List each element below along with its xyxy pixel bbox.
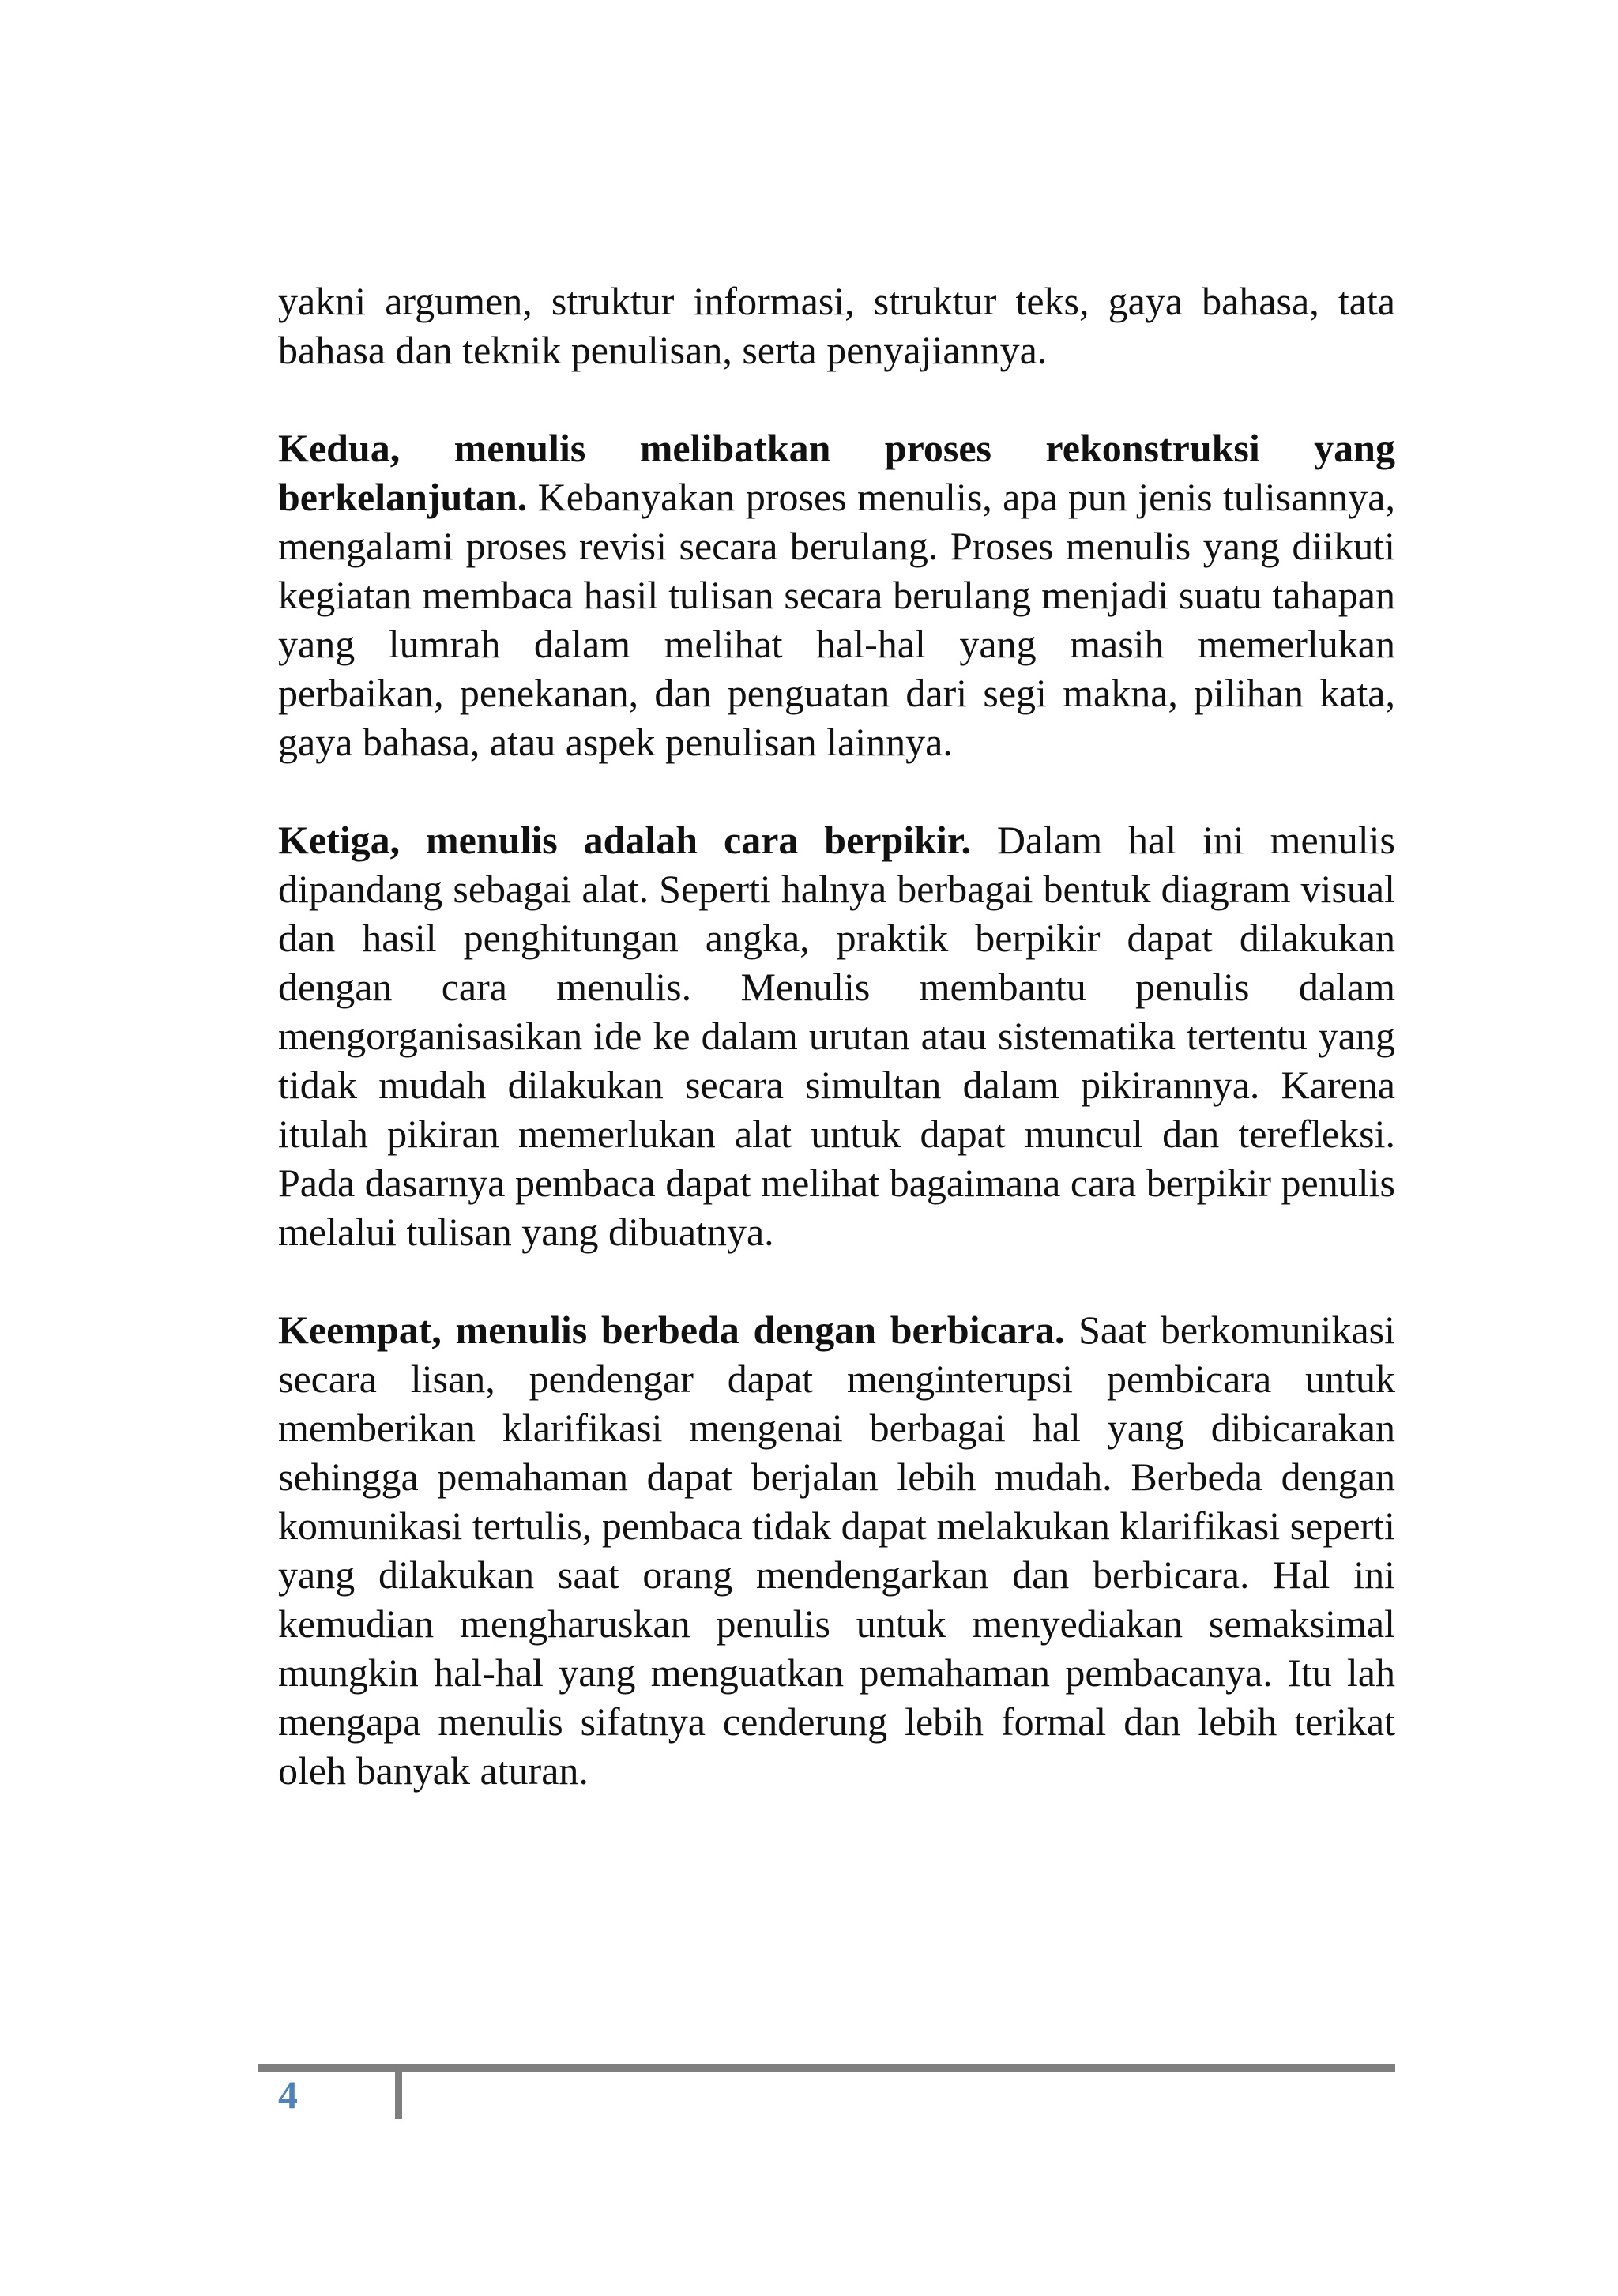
paragraph-kedua <box>278 423 1395 766</box>
paragraph-text: Kebanyakan proses menulis, apa pun jenis tulisannya, mengalami proses revisi secara berulang. Proses menulis yang diikuti kegiatan membaca hasil tulisan secara berulang menjadi suatu tahapan yang lumrah dalam melihat hal-hal yang masih memerlukan perbaikan, penekanan, dan penguatan dari segi makna, pilihan kata, gaya bahasa, atau aspek penulisan lainnya. <box>278 475 1395 764</box>
paragraph-keempat <box>278 1305 1395 1795</box>
paragraph-text: Dalam hal ini menulis dipandang sebagai alat. Seperti halnya berbagai bentuk diagram visual dan hasil penghitungan angka, praktik berpikir dapat dilakukan dengan cara menulis. Menulis membantu penulis dalam mengorganisasikan ide ke dalam urutan atau sistematika tertentu yang tidak mudah dilakukan secara simultan dalam pikirannya. Karena itulah pikiran memerlukan alat untuk dapat muncul dan terefleksi. Pada dasarnya pembaca dapat melihat bagaimana cara berpikir penulis melalui tulisan yang dibuatnya. <box>278 818 1395 1254</box>
paragraph-text: Saat berkomunikasi secara lisan, pendengar dapat menginterupsi pembicara untuk memberikan klarifikasi mengenai berbagai hal yang dibicarakan sehingga pemahaman dapat berjalan lebih mudah. Berbeda dengan komunikasi tertulis, pembaca tidak dapat melakukan klarifikasi seperti yang dilakukan saat orang mendengarkan dan berbicara. Hal ini kemudian mengharuskan penulis untuk menyediakan semaksimal mungkin hal-hal yang menguatkan pemahaman pembacanya. Itu lah mengapa menulis sifatnya cenderung lebih formal dan lebih terikat oleh banyak aturan. <box>278 1308 1395 1793</box>
paragraph-lead: Keempat, menulis berbeda dengan berbicara. <box>278 1308 1065 1352</box>
page-number: 4 <box>278 2072 298 2117</box>
document-body <box>278 277 1395 1795</box>
paragraph-ketiga <box>278 815 1395 1256</box>
footer-divider <box>395 2064 402 2119</box>
paragraph-lead: Ketiga, menulis adalah cara berpikir. <box>278 818 971 862</box>
paragraph-lead: Kedua, menulis melibatkan proses rekonstruksi yang berkelanjutan. <box>278 426 1395 519</box>
paragraph-text: yakni argumen, struktur informasi, struktur teks, gaya bahasa, tata bahasa dan teknik penulisan, serta penyajiannya. <box>278 279 1395 372</box>
footer-rule <box>258 2064 1395 2072</box>
paragraph-intro-continuation <box>278 277 1395 375</box>
